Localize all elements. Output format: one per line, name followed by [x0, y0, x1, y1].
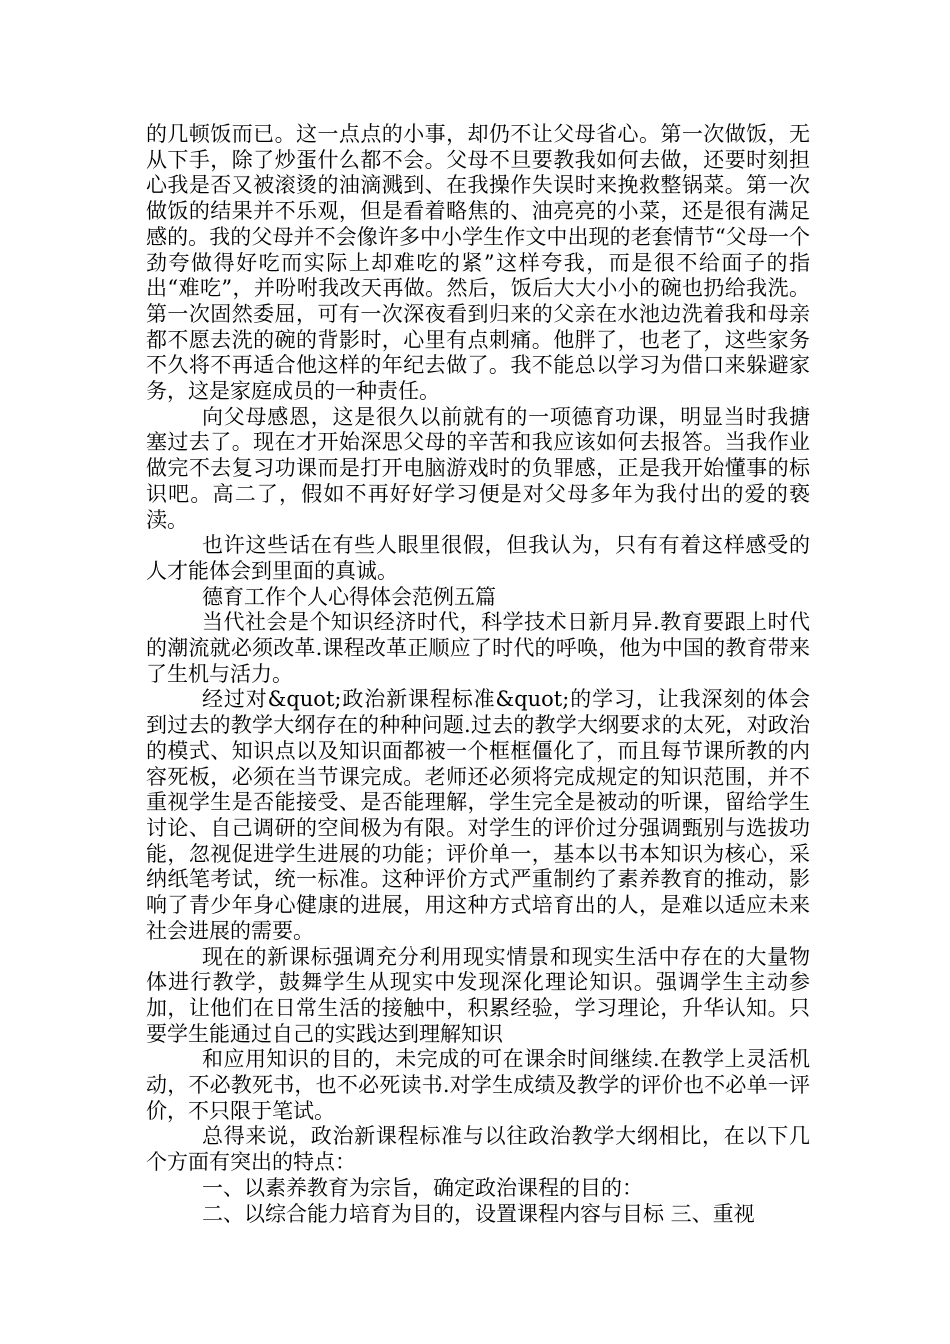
- document-body: [146, 122, 810, 1227]
- section-heading: 德育工作个人心得体会范例五篇: [202, 584, 496, 609]
- paragraph-2: 向父母感恩，这是很久以前就有的一项德育功课，明显当时我搪塞过去了。现在才开始深思父母的辛苦和我应该如何去报答。当我作业做完不去复习功课而是打开电脑游戏时的负罪感，正是我开始懂事的标识吧。高二了，假如不再好好学习便是对父母多年为我付出的爱的亵渎。: [146, 404, 810, 532]
- paragraph-4: 当代社会是个知识经济时代，科学技术日新月异.教育要跟上时代的潮流就必须改革.课程改革正顺应了时代的呼唤，他为中国的教育带来了生机与活力。: [146, 610, 810, 686]
- list-item-1: 一、以素养教育为宗旨，确定政治课程的目的：: [202, 1175, 643, 1200]
- list-item-2: 二、以综合能力培育为目的，设置课程内容与目标 三、重视: [202, 1201, 755, 1226]
- paragraph-3: 也许这些话在有些人眼里很假，但我认为，只有有着这样感受的人才能体会到里面的真诚。: [146, 533, 810, 583]
- paragraph-1: 的几顿饭而已。这一点点的小事，却仍不让父母省心。第一次做饭，无从下手，除了炒蛋什么都不会。父母不旦要教我如何去做，还要时刻担心我是否又被滚烫的油滴溅到、在我操作失误时来挽救整锅菜。第一次做饭的结果并不乐观，但是看着略焦的、油亮亮的小菜，还是很有满足感的。我的父母并不会像许多中小学生作文中出现的老套情节“父母一个劲夸做得好吃而实际上却难吃的紧”这样夸我，而是很不给面子的指出“难吃”，并吩咐我改天再做。然后，饭后大大小小的碗也扔给我洗。第一次固然委屈，可有一次深夜看到归来的父亲在水池边洗着我和母亲都不愿去洗的碗的背影时，心里有点刺痛。他胖了，也老了，这些家务不久将不再适合他这样的年纪去做了。我不能总以学习为借口来躲避家务，这是家庭成员的一种责任。: [146, 122, 810, 404]
- paragraph-7: 和应用知识的目的，未完成的可在课余时间继续.在教学上灵活机动，不必教死书，也不必死读书.对学生成绩及教学的评价也不必单一评价，不只限于笔试。: [146, 1047, 810, 1123]
- paragraph-6: 现在的新课标强调充分利用现实情景和现实生活中存在的大量物体进行教学，鼓舞学生从现实中发现深化理论知识。强调学生主动参加，让他们在日常生活的接触中，积累经验，学习理论，升华认知。只要学生能通过自己的实践达到理解知识: [146, 944, 810, 1046]
- paragraph-5: 经过对&quot;政治新课程标准&quot;的学习，让我深刻的体会到过去的教学大纲存在的种种问题.过去的教学大纲要求的太死，对政治的模式、知识点以及知识面都被一个框框僵化了，而且每节课所教的内容死板，必须在当节课完成。老师还必须将完成规定的知识范围，并不重视学生是否能接受、是否能理解，学生完全是被动的听课，留给学生讨论、自己调研的空间极为有限。对学生的评价过分强调甄别与选拔功能，忽视促进学生进展的功能；评价单一，基本以书本知识为核心，采纳纸笔考试，统一标准。这种评价方式严重制约了素养教育的推动，影响了青少年身心健康的进展，用这种方式培育出的人，是难以适应未来社会进展的需要。: [146, 687, 810, 943]
- paragraph-8: 总得来说，政治新课程标准与以往政治教学大纲相比，在以下几个方面有突出的特点：: [146, 1124, 810, 1175]
